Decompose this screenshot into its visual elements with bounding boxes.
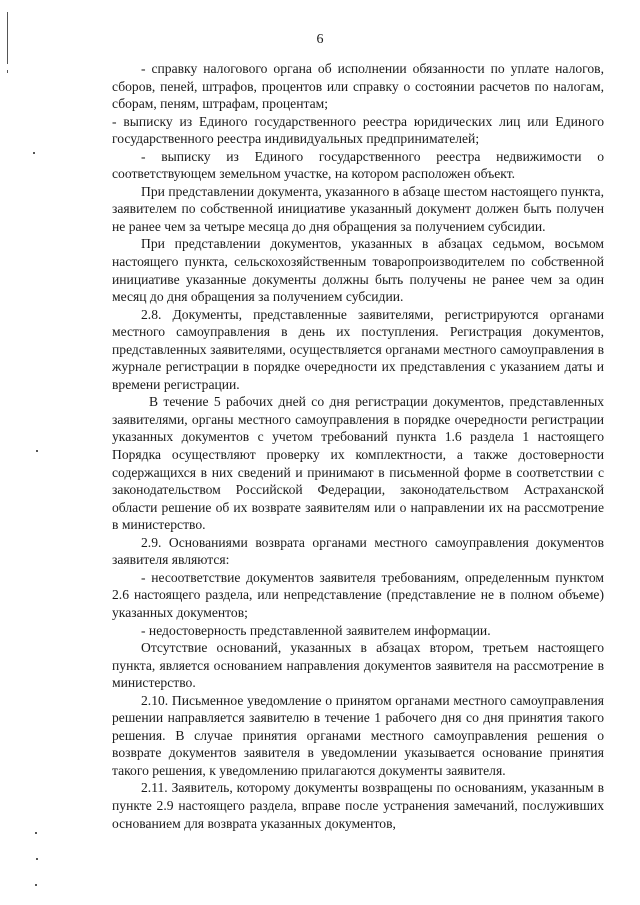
paragraph: 2.10. Письменное уведомление о принятом органами местного самоуправления решении направляется заявителю в течение 1 рабочего дня со дня принятия такого решения. В случае принятия органами местного самоуправления решения о возврате документов заявителя в уведомлении указывается основание принятия такого решения, к уведомлению прилагаются документы заявителя. <box>112 692 604 778</box>
paragraph: - выписку из Единого государственного реестра юридических лиц или Единого государственного реестра индивидуальных предпринимателей; <box>112 113 604 147</box>
paragraph: 2.11. Заявитель, которому документы возвращены по основаниям, указанным в пункте 2.9 настоящего раздела, вправе после устранения замечаний, послуживших основанием для возврата указанных документов, <box>112 780 604 831</box>
paragraph: В течение 5 рабочих дней со дня регистрации документов, представленных заявителями, органы местного самоуправления в порядке очередности регистрации указанных документов с учетом требований пункта 1.6 раздела 1 настоящего Порядка осуществляют проверку их комплектности, а также достоверности содержащихся в них сведений и принимают в письменной форме в соответствии с законодательством Российской Федерации, законодательством Астраханской области решение об их возврате заявителям или о направлении их на рассмотрение в министерство. <box>112 394 604 533</box>
scan-artifact <box>33 152 35 154</box>
scan-artifact <box>36 450 38 452</box>
scan-artifact <box>36 858 38 860</box>
document-body <box>112 60 604 832</box>
paragraph: - справку налогового органа об исполнении обязанности по уплате налогов, сборов, пеней, штрафов, процентов или справку о состоянии расчетов по налогам, сборам, пеням, штрафам, процентам; <box>112 61 604 112</box>
paragraph: 2.8. Документы, представленные заявителями, регистрируются органами местного самоуправления в день их поступления. Регистрация документов, представленных заявителями, осуществляется органами местного самоуправления в журнале регистрации в порядке очередности их представления с указанием даты и времени регистрации. <box>112 306 604 392</box>
page-number: 6 <box>316 32 324 47</box>
paragraph: - недостоверность представленной заявителем информации. <box>141 622 491 638</box>
paragraph: Отсутствие оснований, указанных в абзацах втором, третьем настоящего пункта, является основанием направления документов заявителя на рассмотрение в министерство. <box>112 640 604 691</box>
paragraph: 2.9. Основаниями возврата органами местного самоуправления документов заявителя являются: <box>112 534 604 568</box>
paragraph: - выписку из Единого государственного реестра недвижимости о соответствующем земельном участке, на котором расположен объект. <box>112 148 604 182</box>
paragraph: - несоответствие документов заявителя требованиям, определенным пунктом 2.6 настоящего раздела, или непредставление (представление не в полном объеме) указанных документов; <box>112 569 604 620</box>
paragraph: При представлении документа, указанного в абзаце шестом настоящего пункта, заявителем по собственной инициативе указанный документ должен быть получен не ранее чем за четыре месяца до дня обращения за получением субсидии. <box>112 183 604 234</box>
scan-artifact <box>7 70 8 73</box>
scan-artifact <box>35 832 37 834</box>
paragraph: При представлении документов, указанных в абзацах седьмом, восьмом настоящего пункта, сельскохозяйственным товаропроизводителем по собственной инициативе указанные документы должны быть получены не ранее чем за один месяц до дня обращения за получением субсидии. <box>112 236 604 305</box>
scan-artifact <box>35 884 37 886</box>
